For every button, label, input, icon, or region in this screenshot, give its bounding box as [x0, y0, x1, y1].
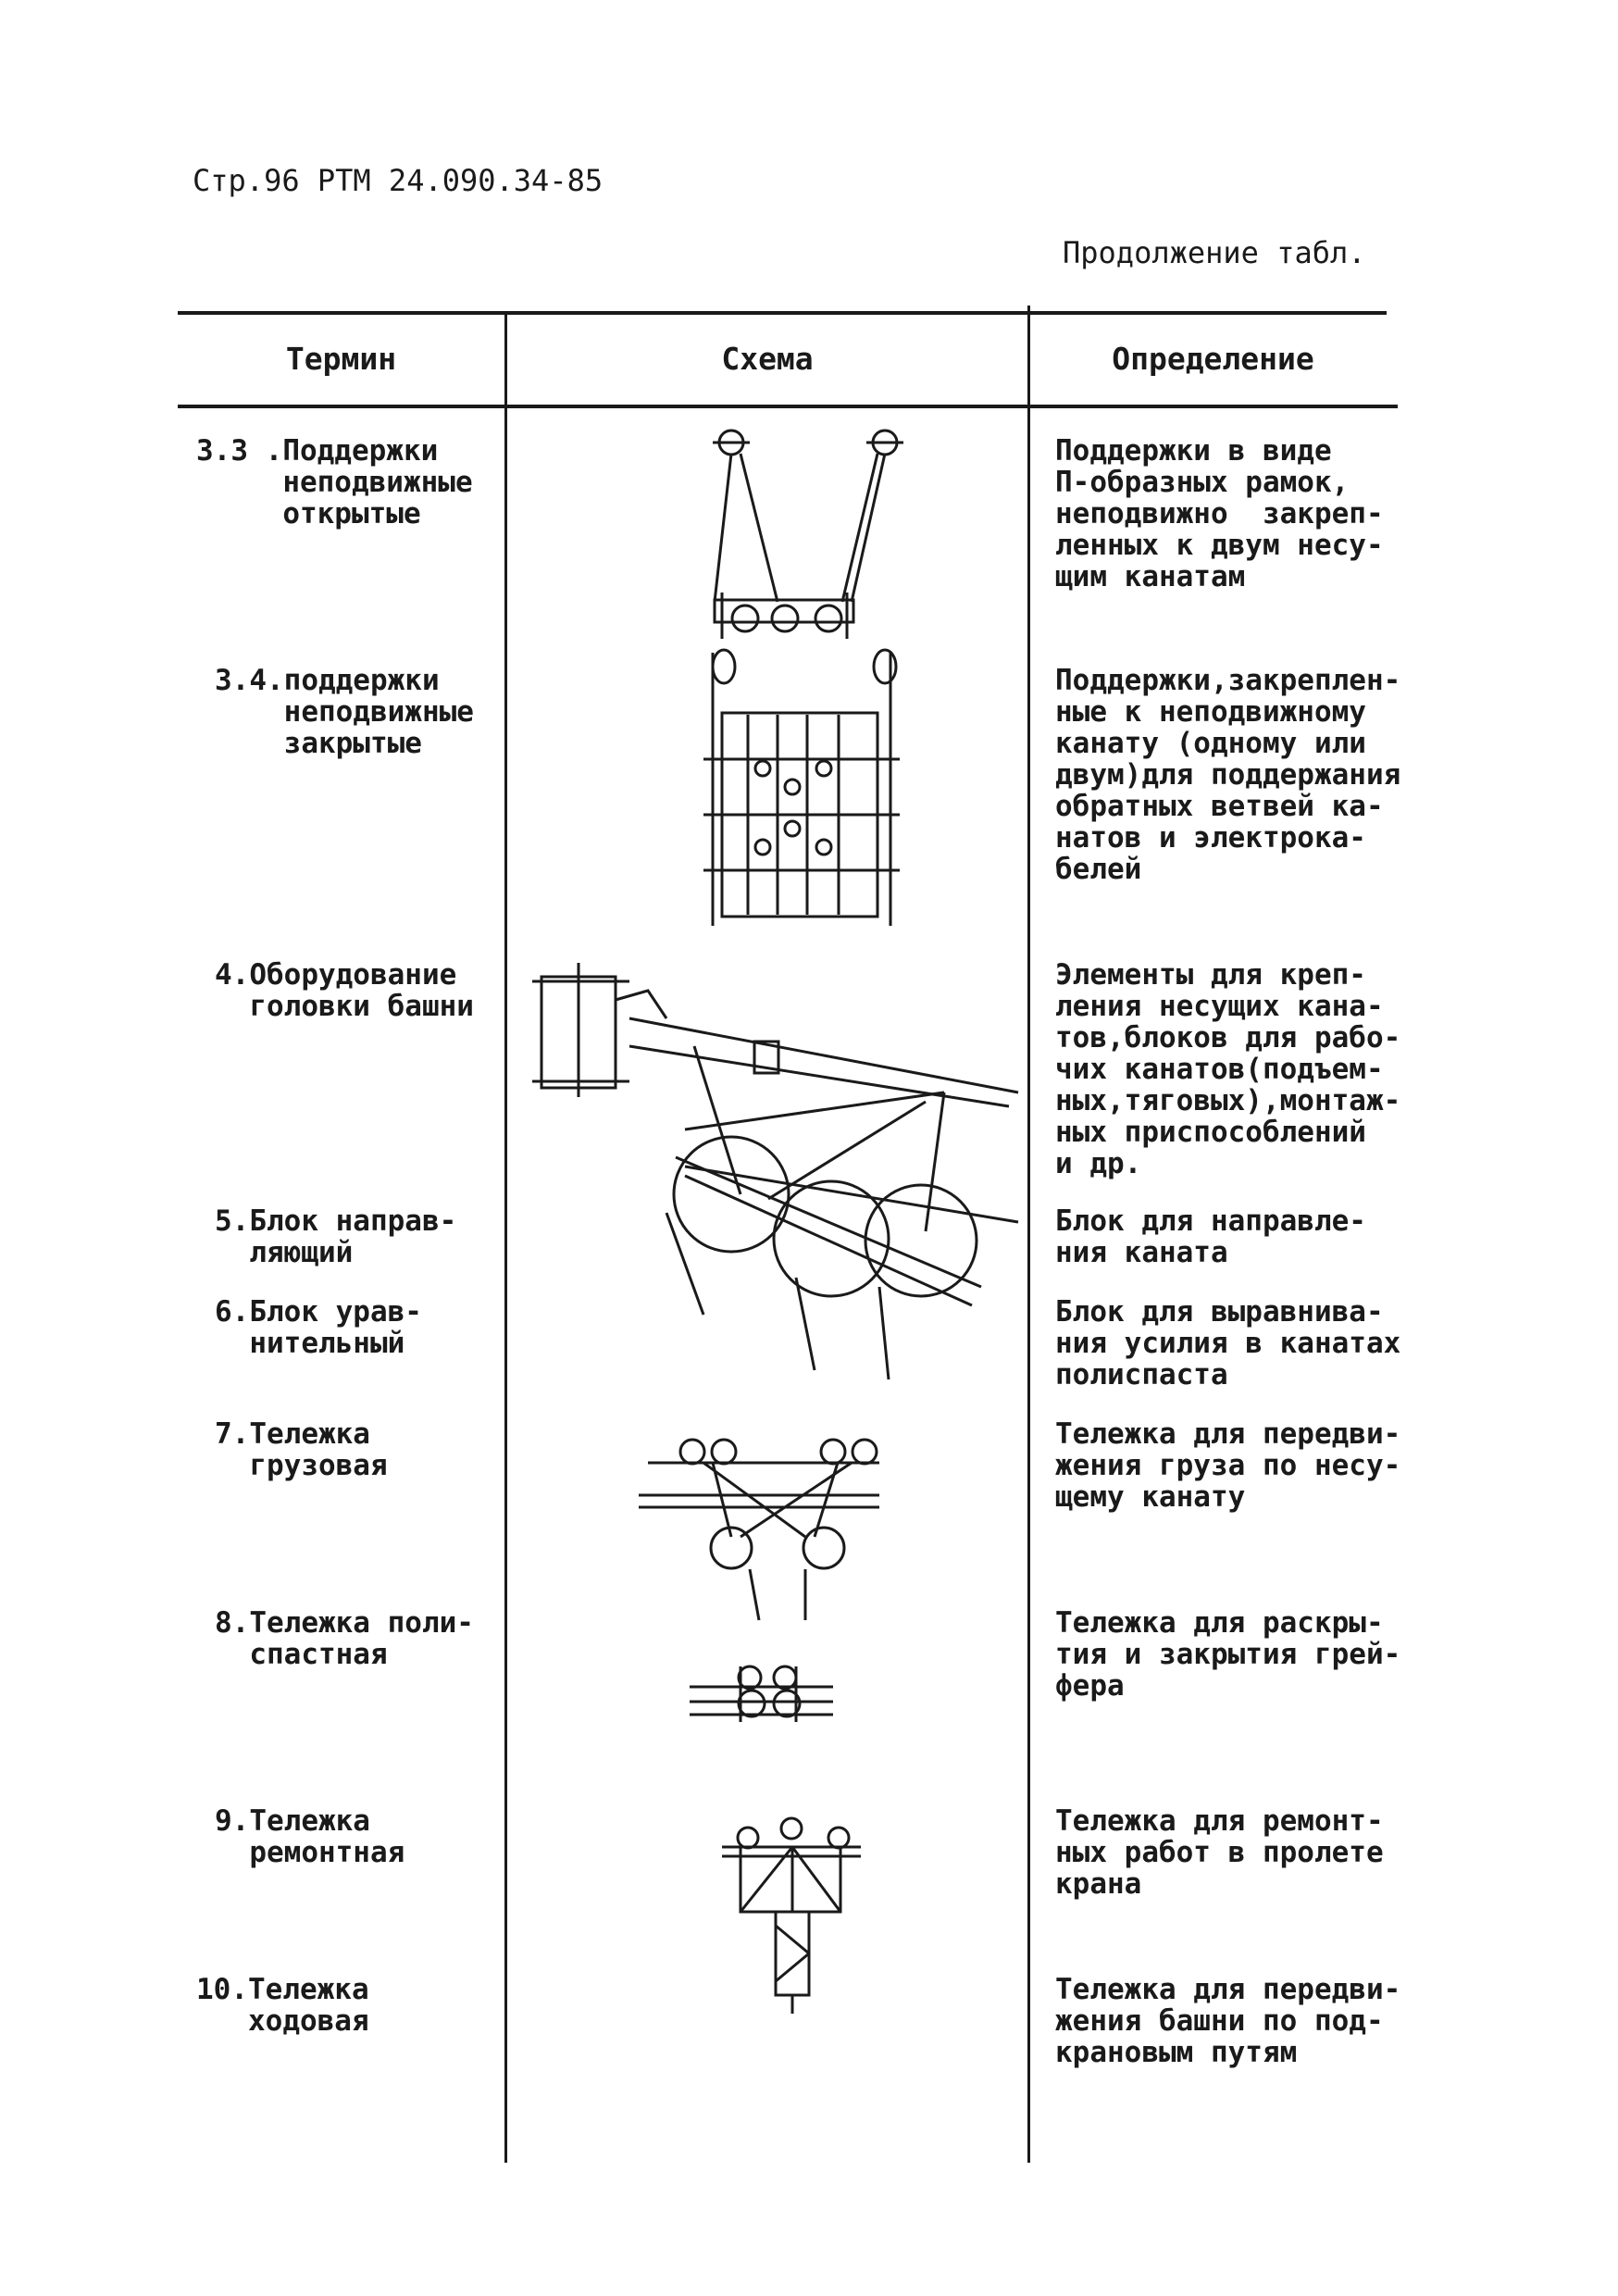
definition-8: Тележка для раскры- тия и закрытия грей- фера: [1055, 1606, 1401, 1703]
term-4: 4.Оборудование головки башни: [215, 958, 474, 1023]
column-header-scheme: Схема: [721, 341, 814, 377]
column-header-term: Термин: [285, 341, 397, 377]
cargo-trolley-drawing: [639, 1440, 879, 1620]
definition-3-4: Поддержки,закреплен- ные к неподвижному канату (одному или двум)для поддержания обратных ветвей ка- натов и электрока- белей: [1055, 664, 1401, 886]
tower-head-equipment-drawing: [532, 963, 1018, 1379]
repair-trolley-drawing: [722, 1818, 861, 2014]
definition-10: Тележка для передви- жения башни по под- крановым путям: [1055, 1973, 1401, 2069]
pulley-trolley-drawing: [690, 1666, 833, 1722]
term-5: 5.Блок направ- ляющий: [215, 1204, 457, 1269]
continuation-label: Продолжение табл.: [1063, 235, 1366, 270]
term-3-4: 3.4.поддержки неподвижные закрытые: [215, 664, 474, 760]
definition-5: Блок для направле- ния каната: [1055, 1204, 1366, 1269]
definition-3-3: Поддержки в виде П-образных рамок, неподвижно закреп- ленных к двум несу- щим канатам: [1055, 434, 1384, 593]
definition-4: Элементы для креп- ления несущих кана- тов,блоков для рабо- чих канатов(подъем- ных,тяговых),монтаж- ных приспособлений и др.: [1055, 958, 1401, 1180]
definition-6: Блок для выравнива- ния усилия в канатах полиспаста: [1055, 1295, 1401, 1391]
column-header-definition: Определение: [1112, 341, 1314, 377]
term-7: 7.Тележка грузовая: [215, 1417, 388, 1482]
term-3-3: 3.3 .Поддержки неподвижные открытые: [196, 434, 473, 530]
fixed-open-support-drawing: [713, 430, 903, 639]
term-6: 6.Блок урав- нительный: [215, 1295, 422, 1360]
definition-7: Тележка для передви- жения груза по несу- щему канату: [1055, 1417, 1401, 1514]
term-9: 9.Тележка ремонтная: [215, 1804, 405, 1869]
page-header: Стр.96 РТМ 24.090.34-85: [193, 163, 604, 198]
fixed-closed-support-drawing: [703, 650, 900, 926]
definition-9: Тележка для ремонт- ных работ в пролете крана: [1055, 1804, 1384, 1901]
term-10: 10.Тележка ходовая: [196, 1973, 369, 2038]
term-8: 8.Тележка поли- спастная: [215, 1606, 474, 1671]
